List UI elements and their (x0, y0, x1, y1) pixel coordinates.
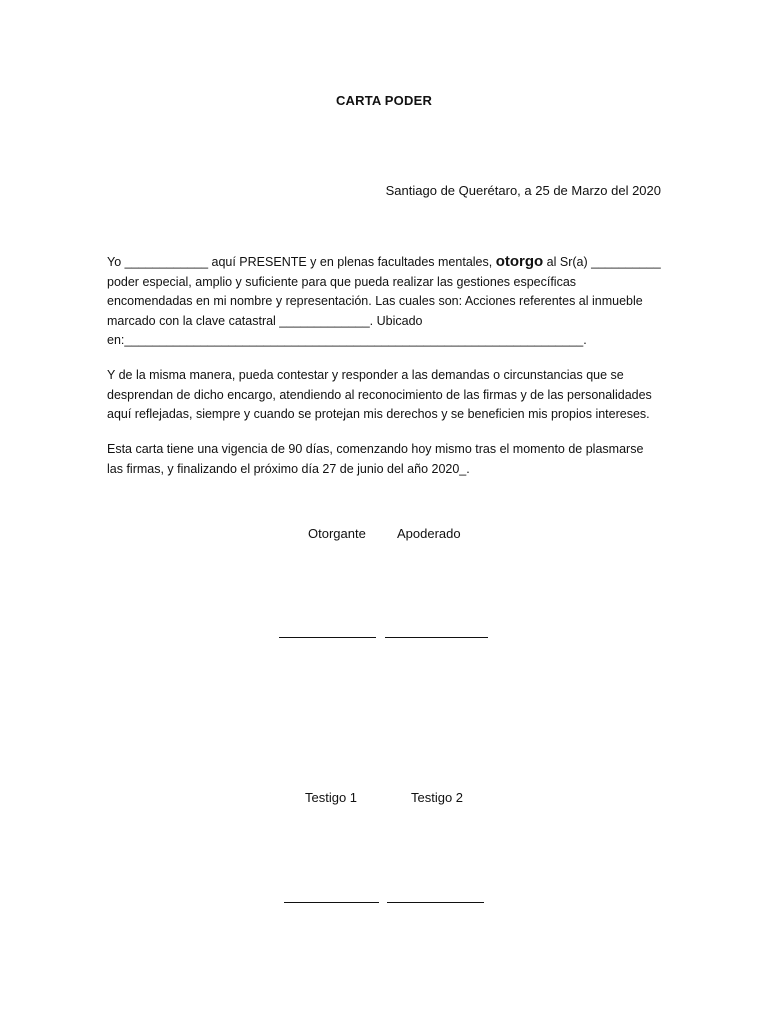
signature-line-otorgante (279, 637, 376, 638)
document-title: CARTA PODER (335, 93, 433, 108)
label-otorgante: Otorgante (308, 526, 366, 541)
paragraph-line: en:__________________________________________________________________. (107, 333, 587, 347)
text-run: Yo ____________ aquí PRESENTE y en plenas facultades mentales, (107, 255, 493, 269)
signature-line-apoderado (385, 637, 488, 638)
paragraph-line: aquí reflejadas, siempre y cuando se protejan mis derechos y se beneficien mis propios intereses. (107, 407, 650, 421)
text-run: al Sr(a) __________ (546, 255, 661, 269)
signature-line-testigo-1 (284, 902, 379, 903)
paragraph-line: poder especial, amplio y suficiente para que pueda realizar las gestiones específicas (107, 274, 577, 289)
paragraph-line: desprendan de dicho encargo, atendiendo al reconocimiento de las firmas y de las personalidades (107, 387, 652, 402)
label-testigo-1: Testigo 1 (305, 790, 358, 805)
paragraph-validity (107, 440, 662, 479)
label-apoderado: Apoderado (397, 526, 461, 541)
paragraph-line: Y de la misma manera, pueda contestar y responder a las demandas o circunstancias que se (107, 368, 624, 382)
paragraph-line: las firmas, y finalizando el próximo día 27 de junio del año 2020_. (107, 461, 470, 476)
paragraph-grant-of-power (107, 252, 662, 351)
paragraph-line: encomendadas en mi nombre y representación. Las cuales son: Acciones referentes al inmueble (107, 294, 643, 308)
paragraph-line (107, 252, 662, 273)
paragraph-line: Esta carta tiene una vigencia de 90 días, comenzando hoy mismo tras el momento de plasmarse (107, 442, 644, 456)
label-testigo-2: Testigo 2 (411, 790, 464, 805)
paragraph-line: marcado con la clave catastral _____________. Ubicado (107, 313, 423, 328)
signature-line-testigo-2 (387, 902, 484, 903)
dateline: Santiago de Querétaro, a 25 de Marzo del 2020 (385, 183, 661, 198)
emphasized-word: otorgo (495, 253, 544, 270)
paragraph-scope (107, 366, 662, 425)
